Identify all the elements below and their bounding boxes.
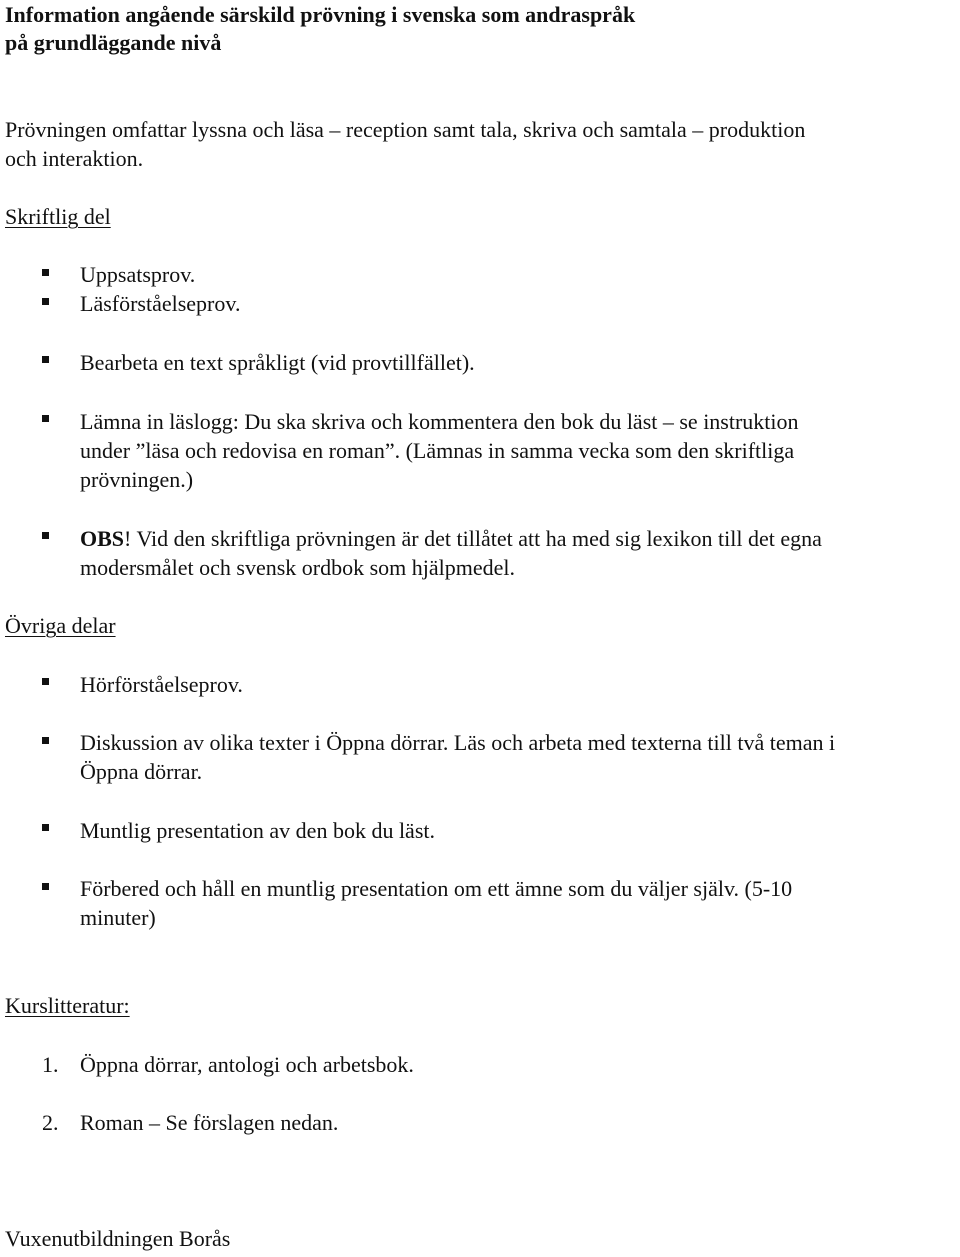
section-heading-literature: Kurslitteratur: bbox=[5, 993, 130, 1018]
list-item-obs-line-1 bbox=[80, 524, 822, 553]
section-heading-other: Övriga delar bbox=[5, 613, 116, 638]
list-item-discussion-line-2: Öppna dörrar. bbox=[80, 759, 203, 784]
list-item-essay: Uppsatsprov. bbox=[80, 262, 196, 287]
list-item-reading-log-line-2: under ”läsa och redovisa en roman”. (Lämnas in samma vecka som den skriftliga bbox=[80, 438, 795, 463]
bullet-icon bbox=[42, 883, 49, 890]
bullet-icon bbox=[42, 737, 49, 744]
list-number: 2. bbox=[42, 1110, 59, 1135]
literature-item-anthology: Öppna dörrar, antologi och arbetsbok. bbox=[80, 1052, 414, 1077]
document-title-line-2: på grundläggande nivå bbox=[5, 30, 222, 55]
footer-organization: Vuxenutbildningen Borås bbox=[5, 1226, 231, 1251]
list-item-oral-topic-line-2: minuter) bbox=[80, 905, 156, 930]
intro-line-2: och interaktion. bbox=[5, 146, 144, 171]
bullet-icon bbox=[42, 415, 49, 422]
list-item-oral-topic-line-1: Förbered och håll en muntlig presentation om ett ämne som du väljer själv. (5-10 bbox=[80, 876, 793, 901]
list-number: 1. bbox=[42, 1052, 59, 1077]
bullet-icon bbox=[42, 269, 49, 276]
bullet-icon bbox=[42, 824, 49, 831]
bullet-icon bbox=[42, 356, 49, 363]
obs-label: OBS bbox=[80, 526, 125, 551]
document-title-line-1: Information angående särskild prövning i svenska som andraspråk bbox=[5, 2, 636, 27]
list-item-edit-text: Bearbeta en text språkligt (vid provtillfället). bbox=[80, 350, 475, 375]
bullet-icon bbox=[42, 298, 49, 305]
list-item-oral-book-presentation: Muntlig presentation av den bok du läst. bbox=[80, 818, 435, 843]
bullet-icon bbox=[42, 532, 49, 539]
literature-item-novel: Roman – Se förslagen nedan. bbox=[80, 1110, 339, 1135]
intro-line-1: Prövningen omfattar lyssna och läsa – reception samt tala, skriva och samtala – produktion bbox=[5, 117, 806, 142]
list-item-obs-line-2: modersmålet och svensk ordbok som hjälpmedel. bbox=[80, 555, 516, 580]
bullet-icon bbox=[42, 678, 49, 685]
list-item-reading-comprehension: Läsförståelseprov. bbox=[80, 291, 241, 316]
list-item-listening: Hörförståelseprov. bbox=[80, 672, 243, 697]
list-item-discussion-line-1: Diskussion av olika texter i Öppna dörrar. Läs och arbeta med texterna till två teman i bbox=[80, 730, 836, 755]
section-heading-written: Skriftlig del bbox=[5, 204, 111, 229]
list-item-reading-log-line-3: prövningen.) bbox=[80, 467, 194, 492]
list-item-reading-log-line-1: Lämna in läslogg: Du ska skriva och kommentera den bok du läst – se instruktion bbox=[80, 409, 799, 434]
obs-text: ! Vid den skriftliga prövningen är det tillåtet att ha med sig lexikon till det egna bbox=[124, 526, 822, 551]
